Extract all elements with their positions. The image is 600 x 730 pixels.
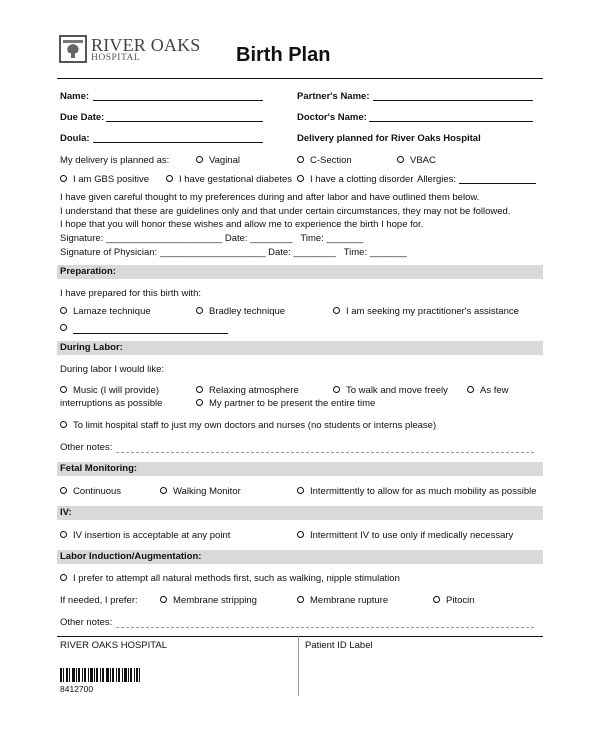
due-date-field[interactable] xyxy=(106,112,263,122)
date-label: Date: xyxy=(268,247,291,258)
signature-field[interactable]: ______________________ xyxy=(105,233,223,244)
doctor-name-label: Doctor's Name: xyxy=(297,112,367,123)
radio-circle-icon xyxy=(467,386,474,393)
date-label: Date: xyxy=(224,233,248,244)
name-label: Name: xyxy=(60,91,90,102)
option-seeking[interactable] xyxy=(333,306,519,317)
option-as-few[interactable] xyxy=(467,385,509,396)
option-label: Membrane stripping xyxy=(173,595,257,606)
radio-circle-icon xyxy=(333,307,340,314)
radio-circle-icon xyxy=(60,421,67,428)
section-labor-induction xyxy=(57,550,543,564)
radio-circle-icon xyxy=(196,399,203,406)
statement-line-3: I hope that you will honor these wishes and allow me to experience the birth I hope for. xyxy=(60,219,424,230)
section-heading: IV: xyxy=(60,507,72,518)
section-heading: During Labor: xyxy=(60,342,123,353)
option-pitocin[interactable] xyxy=(433,595,475,606)
page-title: Birth Plan xyxy=(236,44,331,66)
section-during-labor xyxy=(57,341,543,355)
radio-circle-icon xyxy=(60,324,67,331)
date-field[interactable]: ________ xyxy=(250,233,293,244)
option-label: I have gestational diabetes xyxy=(179,174,293,185)
section-heading: Labor Induction/Augmentation: xyxy=(60,551,202,562)
option-label: My partner to be present the entire time xyxy=(209,398,376,409)
induction-other-notes-label: Other notes: xyxy=(60,617,113,628)
doula-field[interactable] xyxy=(93,133,263,143)
other-preparation-field[interactable] xyxy=(73,324,228,334)
radio-circle-icon xyxy=(196,386,203,393)
option-clotting[interactable] xyxy=(297,174,414,185)
option-label: I have a clotting disorder xyxy=(310,174,414,185)
labor-other-notes-field[interactable] xyxy=(116,452,534,453)
option-iv-intermittent[interactable] xyxy=(297,530,513,541)
radio-circle-icon xyxy=(60,574,67,581)
induction-other-notes-field[interactable] xyxy=(116,627,534,628)
option-walking-monitor[interactable] xyxy=(160,486,241,497)
radio-circle-icon xyxy=(160,487,167,494)
signature-row xyxy=(60,233,363,244)
time-field[interactable]: _______ xyxy=(369,247,407,258)
option-label: VBAC xyxy=(410,155,436,166)
partner-name-label: Partner's Name: xyxy=(297,91,370,102)
option-iv-acceptable[interactable] xyxy=(60,530,230,541)
radio-circle-icon xyxy=(60,175,67,182)
option-music[interactable] xyxy=(60,385,159,396)
statement-line-2: I understand that these are guidelines only and that under certain circumstances, they may not be followed. xyxy=(60,206,511,217)
option-label: Intermittent IV to use only if medically necessary xyxy=(310,530,514,541)
option-label: I prefer to attempt all natural methods first, such as walking, nipple stimulation xyxy=(73,573,400,584)
radio-circle-icon xyxy=(397,156,404,163)
labor-other-notes-label: Other notes: xyxy=(60,442,113,453)
doctor-name-field[interactable] xyxy=(369,112,533,122)
delivery-planned-text: Delivery planned for River Oaks Hospital xyxy=(297,133,481,144)
logo-subtitle: HOSPITAL xyxy=(91,53,141,63)
option-membrane-rupture[interactable] xyxy=(297,595,388,606)
option-vaginal[interactable] xyxy=(196,155,240,166)
option-limit-staff[interactable] xyxy=(60,420,436,431)
statement-line-1: I have given careful thought to my preferences during and after labor and have outlined them below. xyxy=(60,192,480,203)
allergies-label: Allergies: xyxy=(417,174,457,185)
option-intermittently[interactable] xyxy=(297,486,537,497)
radio-circle-icon xyxy=(297,487,304,494)
radio-circle-icon xyxy=(60,531,67,538)
radio-circle-icon xyxy=(160,596,167,603)
physician-signature-label: Signature of Physician: xyxy=(60,247,158,258)
footer-hospital-name: RIVER OAKS HOSPITAL xyxy=(60,640,167,651)
footer-column-divider xyxy=(298,636,299,696)
name-field[interactable] xyxy=(93,91,263,101)
option-other-preparation[interactable] xyxy=(60,323,228,334)
radio-circle-icon xyxy=(60,487,67,494)
radio-circle-icon xyxy=(433,596,440,603)
option-label: Continuous xyxy=(73,486,122,497)
time-label: Time: xyxy=(300,233,324,244)
option-label: Vaginal xyxy=(209,155,240,166)
physician-signature-field[interactable]: ____________________ xyxy=(159,247,266,258)
footer-divider xyxy=(57,636,543,637)
option-label: Intermittently to allow for as much mobility as possible xyxy=(310,486,537,497)
partner-name-field[interactable] xyxy=(373,91,533,101)
option-walk[interactable] xyxy=(333,385,448,396)
option-gestational[interactable] xyxy=(166,174,292,185)
radio-circle-icon xyxy=(297,596,304,603)
option-membrane-stripping[interactable] xyxy=(160,595,257,606)
option-label: Pitocin xyxy=(446,595,475,606)
section-iv xyxy=(57,506,543,520)
option-partner[interactable] xyxy=(196,398,375,409)
radio-circle-icon xyxy=(196,156,203,163)
option-label: Membrane rupture xyxy=(310,595,389,606)
if-needed-label: If needed, I prefer: xyxy=(60,595,138,606)
physician-signature-row xyxy=(60,247,407,258)
option-label: To walk and move freely xyxy=(346,385,448,396)
option-label: Lamaze technique xyxy=(73,306,151,317)
interruptions-text: interruptions as possible xyxy=(60,398,163,409)
due-date-label: Due Date: xyxy=(60,112,105,123)
section-preparation xyxy=(57,265,543,279)
header-divider xyxy=(57,78,543,79)
radio-circle-icon xyxy=(297,531,304,538)
option-natural-methods[interactable] xyxy=(60,573,400,584)
option-label: Music (I will provide) xyxy=(73,385,160,396)
radio-circle-icon xyxy=(60,386,67,393)
signature-label: Signature: xyxy=(60,233,104,244)
option-label: Walking Monitor xyxy=(173,486,241,497)
section-fetal-monitoring xyxy=(57,462,543,476)
time-field[interactable]: _______ xyxy=(326,233,364,244)
option-bradley[interactable] xyxy=(196,306,285,317)
hospital-logo-icon xyxy=(59,35,87,63)
patient-id-label: Patient ID Label xyxy=(305,640,373,651)
option-label: To limit hospital staff to just my own doctors and nurses (no students or interns please) xyxy=(73,420,437,431)
option-label: I am GBS positive xyxy=(73,174,150,185)
radio-circle-icon xyxy=(196,307,203,314)
radio-circle-icon xyxy=(166,175,173,182)
labor-intro: During labor I would like: xyxy=(60,364,165,375)
radio-circle-icon xyxy=(297,175,304,182)
preparation-intro: I have prepared for this birth with: xyxy=(60,288,201,299)
option-label: Bradley technique xyxy=(209,306,286,317)
option-label: C-Section xyxy=(310,155,352,166)
logo-title: RIVER OAKS xyxy=(91,35,201,55)
radio-circle-icon xyxy=(60,307,67,314)
radio-circle-icon xyxy=(333,386,340,393)
option-c-section[interactable] xyxy=(297,155,352,166)
section-heading: Preparation: xyxy=(60,266,116,277)
barcode-icon xyxy=(60,668,140,682)
option-vbac[interactable] xyxy=(397,155,436,166)
barcode-number: 8412700 xyxy=(60,684,94,694)
option-label: I am seeking my practitioner's assistance xyxy=(346,306,519,317)
option-relaxing[interactable] xyxy=(196,385,299,396)
option-gbs[interactable] xyxy=(60,174,149,185)
time-label: Time: xyxy=(343,247,368,258)
option-label: As few xyxy=(480,385,509,396)
option-lamaze[interactable] xyxy=(60,306,151,317)
doula-label: Doula: xyxy=(60,133,90,144)
delivery-label: My delivery is planned as: xyxy=(60,155,170,166)
option-continuous[interactable] xyxy=(60,486,121,497)
option-label: Relaxing atmosphere xyxy=(209,385,299,396)
date-field[interactable]: ________ xyxy=(293,247,336,258)
allergies-field[interactable] xyxy=(459,174,536,184)
section-heading: Fetal Monitoring: xyxy=(60,463,138,474)
radio-circle-icon xyxy=(297,156,304,163)
option-label: IV insertion is acceptable at any point xyxy=(73,530,231,541)
